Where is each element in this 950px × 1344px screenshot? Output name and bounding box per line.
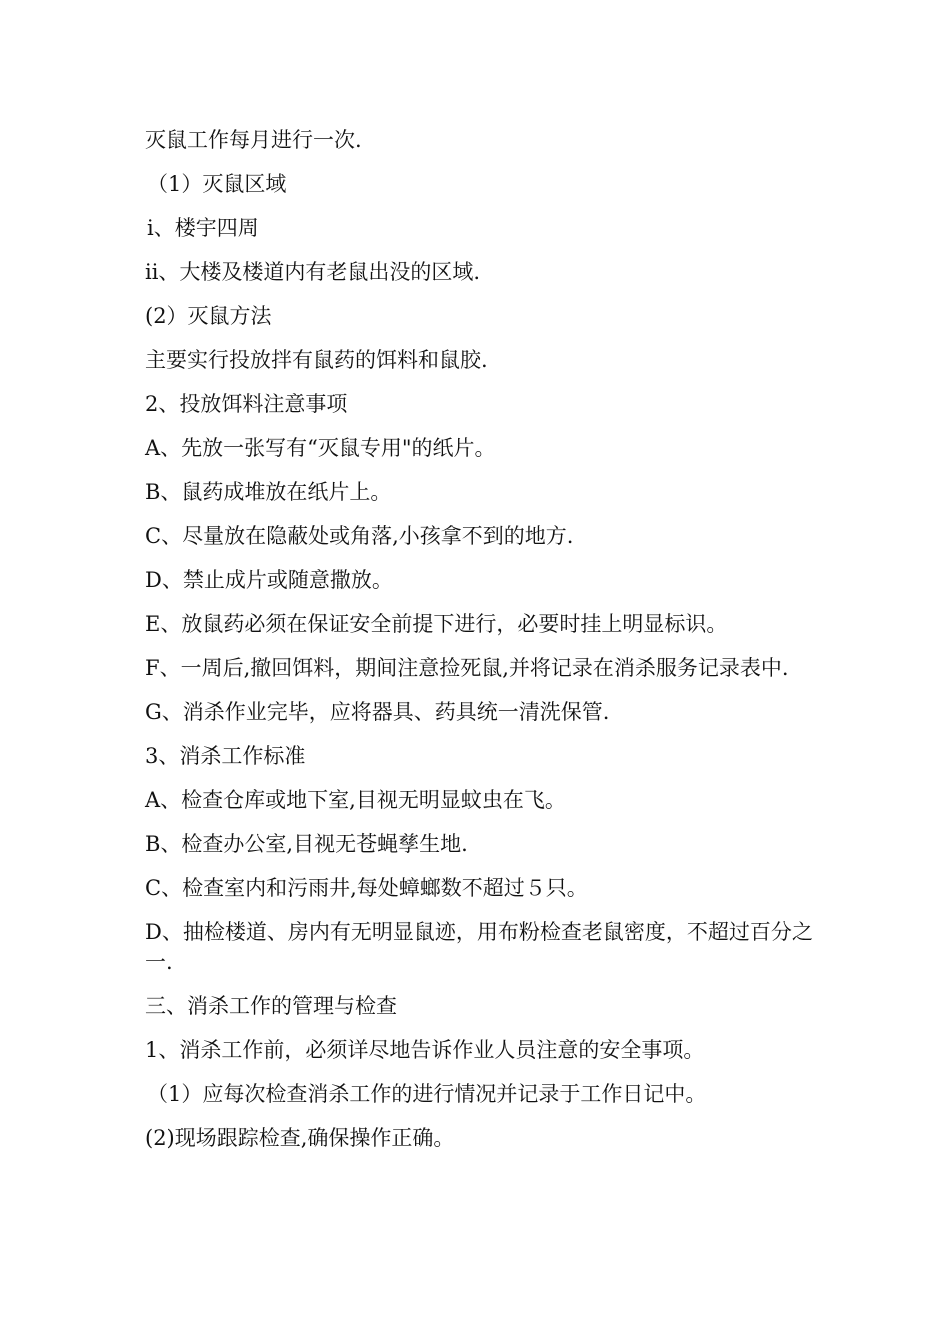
list-item-bait-a: A、先放一张写有“灭鼠专用"的纸片。: [145, 436, 496, 460]
section-heading-management: 三、消杀工作的管理与检查: [145, 994, 397, 1018]
heading-rodent-method: (2）灭鼠方法: [145, 304, 272, 328]
list-item-standard-c: C、检查室内和污雨井,每处蟑螂数不超过５只。: [145, 876, 588, 900]
list-item-bait-g: G、消杀作业完毕，应将器具、药具统一清洗保管.: [145, 700, 610, 724]
heading-rodent-area: （1）灭鼠区域: [147, 172, 287, 196]
list-item-standard-b: B、检查办公室,目视无苍蝇孳生地.: [145, 832, 468, 856]
list-item-onsite-tracking: (2)现场跟踪检查,确保操作正确。: [145, 1126, 455, 1150]
list-item-bait-f: F、一周后,撤回饵料，期间注意捡死鼠,并将记录在消杀服务记录表中.: [145, 656, 789, 680]
heading-disinfection-standards: 3、消杀工作标准: [145, 744, 306, 768]
document-body: [145, 118, 815, 1160]
list-item-standard-a: A、检查仓库或地下室,目视无明显蚊虫在飞。: [145, 788, 566, 812]
paragraph-safety-briefing: 1、消杀工作前，必须详尽地告诉作业人员注意的安全事项。: [145, 1038, 705, 1062]
list-item-bait-b: B、鼠药成堆放在纸片上。: [145, 480, 392, 504]
list-item-bait-c: C、尽量放在隐蔽处或角落,小孩拿不到的地方.: [145, 524, 574, 548]
list-item-bait-e: E、放鼠药必须在保证安全前提下进行，必要时挂上明显标识。: [145, 612, 728, 636]
list-item-bait-d: D、禁止成片或随意撒放。: [145, 568, 393, 592]
paragraph-rodent-frequency: 灭鼠工作每月进行一次.: [145, 128, 362, 152]
paragraph-rodent-method: 主要实行投放拌有鼠药的饵料和鼠胶.: [145, 348, 488, 372]
list-item-standard-d: D、抽检楼道、房内有无明显鼠迹，用布粉检查老鼠密度，不超过百分之一.: [145, 920, 813, 974]
heading-bait-precautions: 2、投放饵料注意事项: [145, 392, 348, 416]
list-item-check-progress: （1）应每次检查消杀工作的进行情况并记录于工作日记中。: [147, 1082, 707, 1106]
list-item-building-perimeter: ⅰ、楼宇四周: [147, 216, 259, 240]
list-item-building-interior: ⅱ、大楼及楼道内有老鼠出没的区域.: [145, 260, 481, 284]
